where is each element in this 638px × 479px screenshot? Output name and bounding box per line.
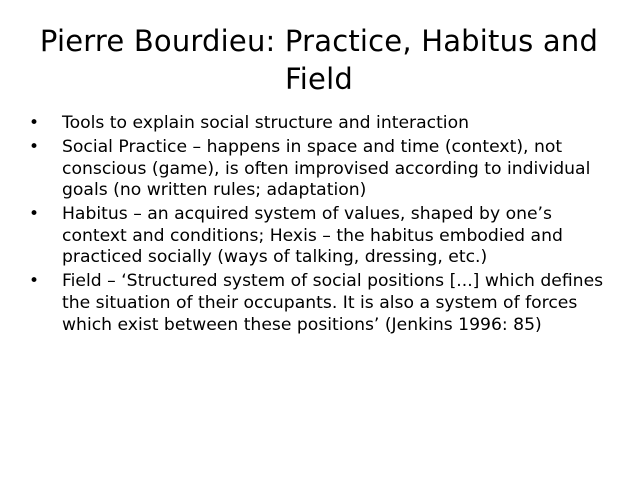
slide-title: Pierre Bourdieu: Practice, Habitus and Field	[39, 24, 599, 96]
bullet-icon: •	[29, 271, 40, 292]
bullet-item-field	[28, 271, 608, 336]
bullet-item-tools	[28, 113, 608, 135]
bullet-item-social-practice	[28, 137, 608, 202]
bullet-text: Social Practice – happens in space and time (context), not conscious (game), is often improvised according to individual goals (no written rules; adaptation)	[62, 136, 591, 201]
bullet-icon: •	[29, 113, 40, 133]
bullet-list	[28, 113, 608, 339]
bullet-icon: •	[29, 204, 40, 225]
bullet-item-habitus	[28, 204, 608, 269]
bullet-text: Field – ‘Structured system of social positions [...] which defines the situation of their occupants. It is also a system of forces which exist between these positions’ (Jenkins 1996: 85)	[62, 271, 604, 335]
bullet-icon: •	[29, 136, 40, 157]
bullet-text: Habitus – an acquired system of values, shaped by one’s context and conditions; Hexis – the habitus embodied and practiced socially (ways of talking, dressing, etc.)	[62, 204, 563, 268]
bullet-text: Tools to explain social structure and interaction	[62, 113, 469, 133]
